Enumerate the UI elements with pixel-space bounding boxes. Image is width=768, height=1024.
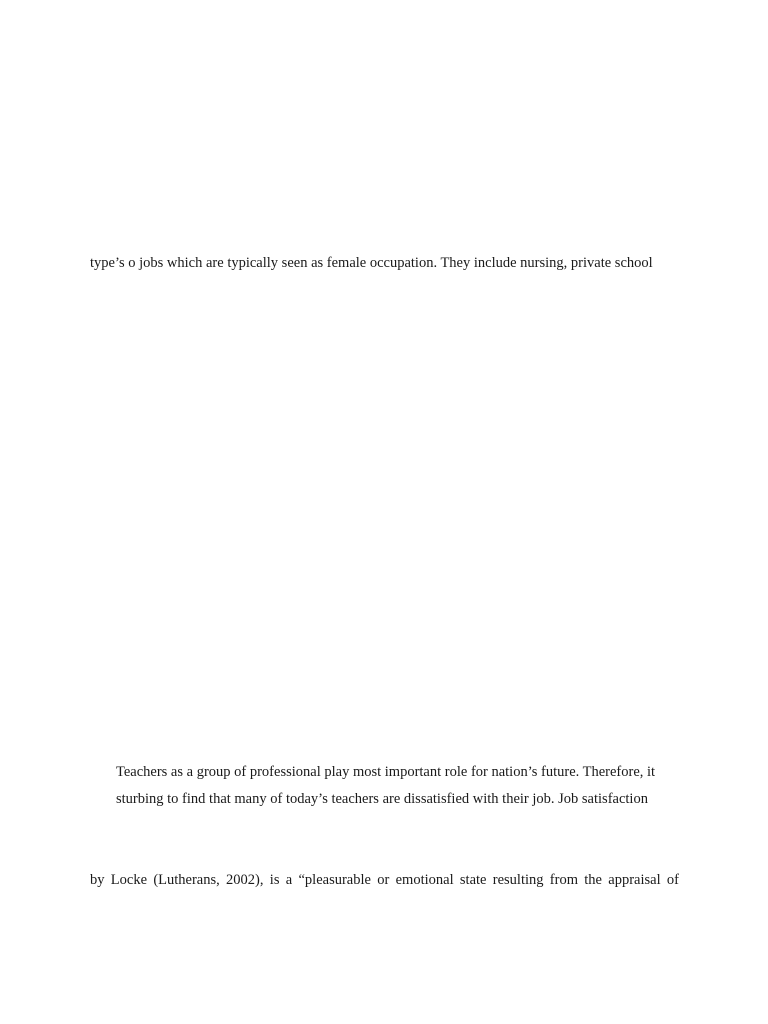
text-line: Teachers as a group of professional play most important role for nation’s future. Therefore, it [116,764,656,780]
text-line: sturbing to find that many of today’s teachers are dissatisfied with their job. Job satisfaction [116,791,648,807]
text-line: type’s o jobs which are typically seen as female occupation. They include nursing, private school [90,255,653,271]
text-line: by Locke (Lutherans, 2002), is a “pleasurable or emotional state resulting from the appraisal of [90,872,679,888]
